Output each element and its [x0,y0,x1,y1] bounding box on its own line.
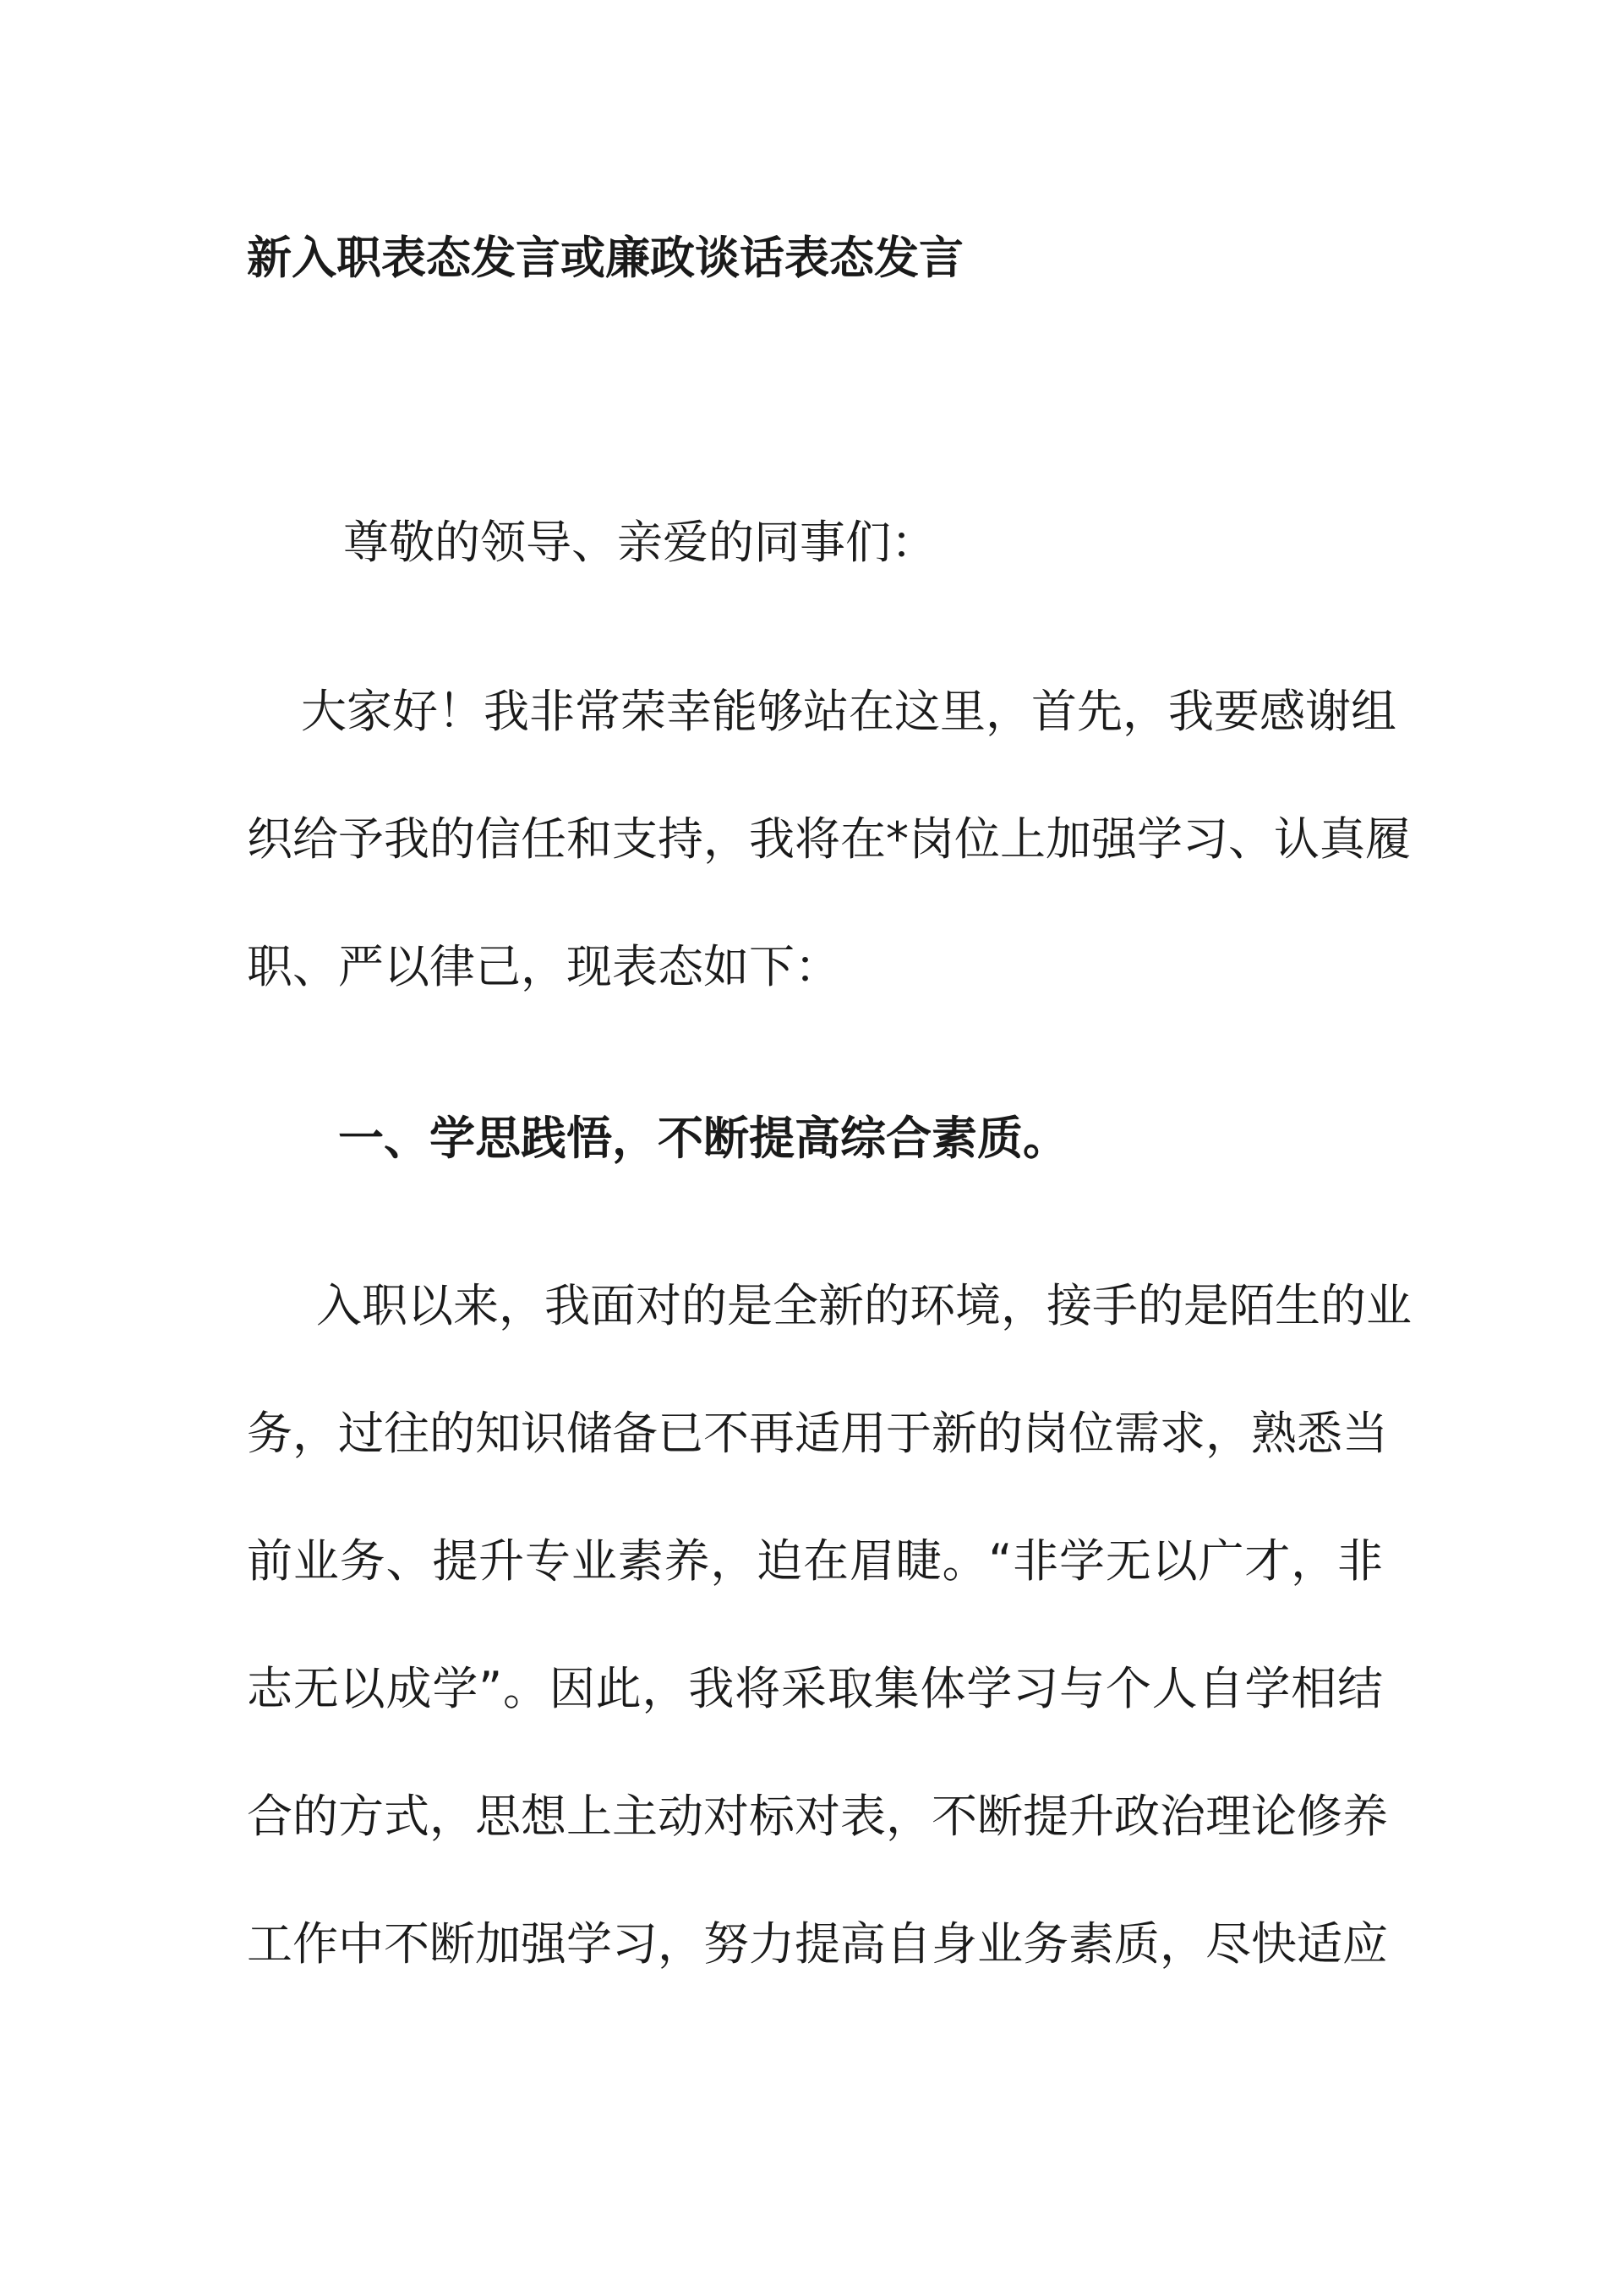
paragraph-line: 织给予我的信任和支持，我将在*岗位上加强学习、认真履 [247,812,1411,866]
salutation [247,478,1383,606]
paragraph-line: 务，过往的知识储备已不再适用于新的岗位需求，熟悉当 [247,1407,1388,1460]
paragraph-line: 入职以来，我面对的是全新的环境，接手的是陌生的业 [316,1279,1412,1332]
section-heading-1 [247,1074,1383,1202]
document-title [247,194,1383,322]
section-heading-text: 一、学思践悟，不断提高综合素质。 [338,1112,1068,1165]
paragraph-line: 大家好！我非常荣幸能够站在这里，首先，我要感谢组 [301,685,1396,738]
paragraph-line: 工作中不断加强学习，努力提高自身业务素质，尽快适应 [247,1917,1388,1971]
paragraph-line: 合的方式，思想上主动对标对表，不断提升政治理论修养 [247,1790,1388,1843]
salutation-text: 尊敬的领导、亲爱的同事们： [343,516,937,569]
paragraph-line: 志无以成学”。因此，我将采取集体学习与个人自学相结 [247,1662,1383,1715]
paragraph-opening [247,648,1411,1030]
paragraph-line: 前业务、提升专业素养，迫在眉睫。“非学无以广才，非 [247,1534,1383,1588]
paragraph-section-1 [247,1242,1412,2008]
paragraph-line: 职、严以律己，现表态如下： [247,940,840,993]
title-text: 新入职表态发言或廉政谈话表态发言 [247,232,964,284]
